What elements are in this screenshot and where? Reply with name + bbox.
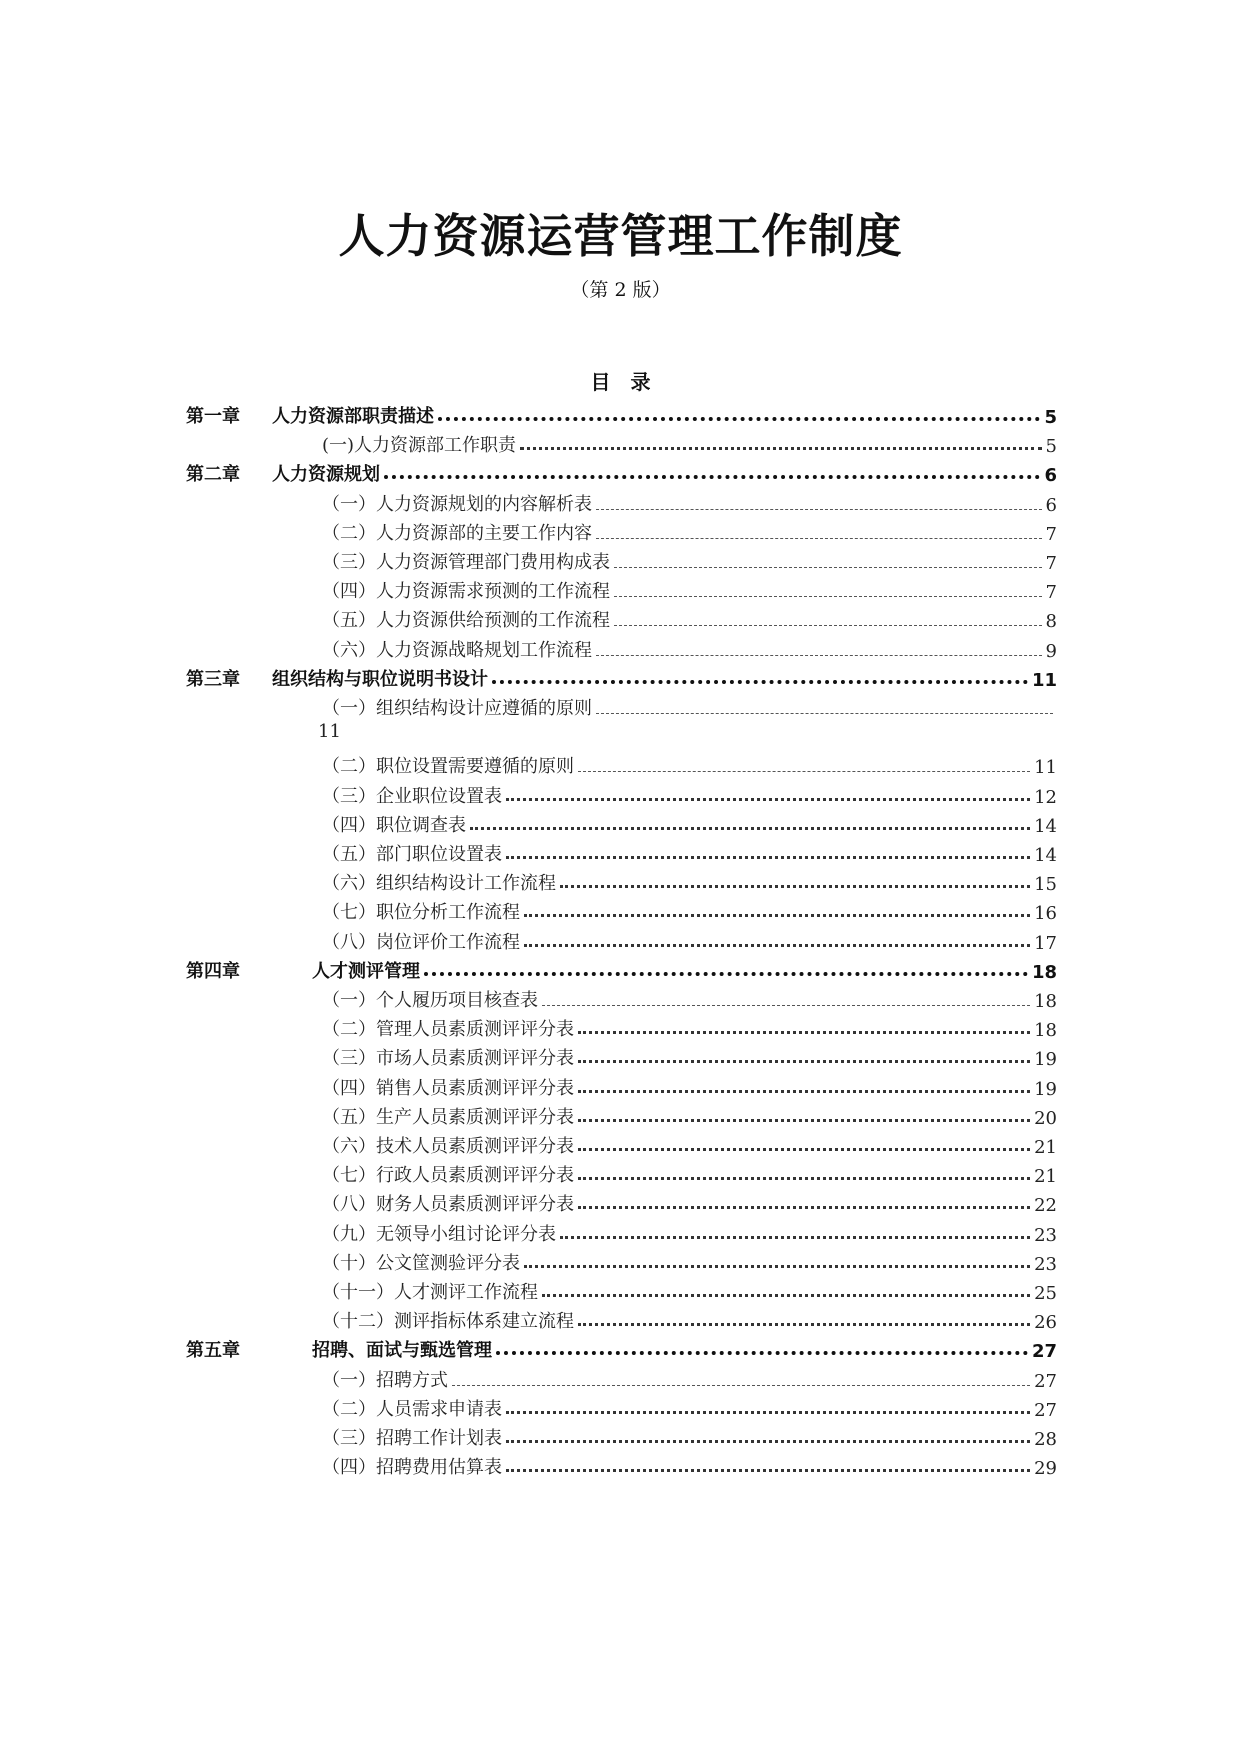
toc-section-name: 人力资源规划的内容解析表: [376, 493, 592, 515]
toc-section-title: [322, 1132, 574, 1158]
toc-section-label: （六）: [322, 639, 376, 661]
toc-section-name: 管理人员素质测评评分表: [376, 1019, 574, 1041]
toc-page-number: 23: [1034, 1253, 1057, 1275]
toc-section-entry[interactable]: [322, 776, 1057, 808]
toc-section-name: 个人履历项目核查表: [376, 990, 538, 1011]
toc-section-name: 职位分析工作流程: [376, 902, 520, 924]
toc-page-number: 11: [1031, 669, 1057, 691]
toc-section-name: 人力资源管理部门费用构成表: [376, 552, 610, 573]
toc-section-title: [322, 490, 592, 516]
dot-leader: [384, 475, 1040, 479]
toc-section-label: （四）: [322, 1457, 376, 1479]
toc-section-label: （七）: [322, 1165, 376, 1187]
dot-leader: [578, 1060, 1030, 1063]
toc-section-entry[interactable]: [322, 1214, 1057, 1246]
toc-section-entry[interactable]: [322, 688, 1057, 720]
dot-leader: [506, 1440, 1030, 1443]
toc-section-name: 人力资源需求预测的工作流程: [376, 581, 610, 603]
toc-chapter-name: 人才测评管理: [312, 960, 420, 982]
toc-page-number: 27: [1034, 1370, 1057, 1392]
toc-section-label: （一）: [322, 1369, 376, 1391]
dot-leader: [578, 1090, 1030, 1093]
dot-leader: [578, 1177, 1030, 1180]
toc-page-number: 23: [1034, 1224, 1057, 1246]
toc-section-label: （八）: [322, 931, 376, 953]
toc-section-entry[interactable]: [322, 1360, 1057, 1392]
toc-section-title: [322, 1395, 502, 1421]
toc-page-number: 14: [1034, 815, 1057, 837]
toc-section-title: [322, 577, 610, 603]
dot-leader: [542, 1294, 1030, 1297]
toc-section-name: 测评指标体系建立流程: [394, 1311, 574, 1333]
toc-section-entry[interactable]: [322, 1447, 1057, 1479]
toc-section-name: 生产人员素质测评评分表: [376, 1106, 574, 1128]
toc-section-entry[interactable]: [322, 746, 1057, 778]
dot-leader: [506, 798, 1030, 801]
toc-section-label: （十二）: [322, 1311, 394, 1333]
toc-section-entry[interactable]: [322, 1009, 1057, 1041]
dot-leader: [520, 447, 1042, 450]
toc-section-label: （二）: [322, 756, 376, 778]
toc-section-title: [322, 869, 556, 895]
toc-section-title: [322, 636, 592, 662]
toc-page-number: 5: [1044, 407, 1057, 428]
toc-section-label: （五）: [322, 610, 376, 632]
toc-section-label: (一): [322, 435, 355, 457]
dot-leader: [596, 713, 1053, 714]
toc-section-title: [322, 519, 592, 545]
toc-section-name: 人力资源部工作职责: [354, 435, 517, 457]
toc-section-entry[interactable]: [322, 1272, 1057, 1304]
dot-leader: [614, 567, 1042, 568]
toc-section-entry[interactable]: [322, 892, 1057, 924]
toc-page-number: 29: [1034, 1458, 1057, 1480]
toc-chapter-entry[interactable]: [186, 454, 1057, 486]
dot-leader: [496, 1351, 1028, 1355]
toc-section-name: 人员需求申请表: [376, 1398, 502, 1420]
toc-page-number: 14: [1034, 845, 1057, 866]
toc-chapter-entry[interactable]: [186, 951, 1057, 983]
dot-leader: [578, 1031, 1030, 1034]
toc-page-number: 11: [318, 721, 341, 743]
dot-leader: [506, 856, 1030, 859]
toc-page-number: 25: [1034, 1283, 1057, 1304]
dot-leader: [506, 1469, 1030, 1472]
toc-section-name: 人才测评工作流程: [394, 1282, 538, 1303]
toc-page-number: 21: [1034, 1166, 1057, 1188]
toc-section-name: 人力资源供给预测的工作流程: [376, 610, 610, 632]
toc-section-entry[interactable]: [322, 863, 1057, 895]
toc-chapter-label: 第四章: [186, 960, 240, 982]
toc-section-label: （十）: [322, 1252, 376, 1274]
toc-section-name: 人力资源部的主要工作内容: [376, 522, 592, 544]
toc-section-label: （三）: [322, 552, 376, 573]
toc-section-title: [322, 1249, 520, 1275]
dot-leader: [614, 625, 1042, 626]
toc-section-label: （四）: [322, 581, 376, 603]
toc-section-title: [322, 1424, 502, 1450]
dot-leader: [524, 914, 1030, 917]
toc-section-name: 市场人员素质测评评分表: [376, 1048, 574, 1070]
toc-section-title: [322, 928, 520, 954]
dot-leader: [560, 1236, 1030, 1239]
toc-section-label: （八）: [322, 1194, 376, 1216]
document-version: （第 2 版）: [570, 279, 671, 301]
toc-page-number: 18: [1031, 961, 1057, 983]
toc-chapter-label: 第二章: [186, 464, 240, 486]
toc-chapter-name: 人力资源规划: [272, 464, 380, 486]
toc-section-name: 人力资源战略规划工作流程: [376, 639, 592, 661]
toc-section-name: 招聘方式: [376, 1369, 448, 1391]
dot-leader: [596, 655, 1042, 656]
toc-section-name: 财务人员素质测评评分表: [376, 1194, 574, 1216]
dot-leader: [424, 972, 1028, 976]
toc-page-number: 15: [1034, 874, 1057, 896]
toc-section-name: 技术人员素质测评评分表: [376, 1136, 574, 1157]
toc-page-number: 28: [1034, 1429, 1057, 1450]
toc-page-number: 7: [1045, 582, 1057, 604]
toc-section-title: [322, 1161, 574, 1187]
toc-section-entry[interactable]: [322, 1389, 1057, 1421]
toc-section-entry[interactable]: [322, 1155, 1057, 1187]
toc-section-label: （一）: [322, 990, 376, 1011]
toc-section-label: （二）: [322, 1398, 376, 1420]
toc-section-name: 招聘费用估算表: [376, 1457, 502, 1479]
toc-section-label: （四）: [322, 1077, 376, 1099]
toc-section-entry[interactable]: [322, 425, 1057, 457]
dot-leader: [578, 1323, 1030, 1326]
toc-chapter-entry[interactable]: [186, 659, 1057, 691]
toc-chapter-title: [186, 1336, 492, 1362]
toc-page-number: 27: [1034, 1399, 1057, 1421]
toc-section-label: （五）: [322, 1106, 376, 1128]
dot-leader: [452, 1385, 1030, 1386]
toc-chapter-title: [186, 665, 488, 691]
toc-section-label: （三）: [322, 785, 376, 807]
toc-page-number: 5: [1045, 436, 1057, 458]
toc-section-name: 行政人员素质测评评分表: [376, 1165, 574, 1187]
toc-page-number: 12: [1034, 786, 1057, 808]
toc-chapter-entry[interactable]: [186, 396, 1057, 428]
toc-section-title: [322, 840, 502, 866]
dot-leader: [542, 1005, 1030, 1006]
toc-chapter-label: 第一章: [186, 406, 240, 427]
dot-leader: [524, 944, 1030, 947]
toc-section-label: （六）: [322, 873, 376, 895]
toc-page-number: 18: [1034, 1020, 1057, 1042]
toc-section-title: [322, 1103, 574, 1129]
toc-section-entry[interactable]: [322, 513, 1057, 545]
dot-leader: [578, 1148, 1030, 1151]
toc-page-number: 7: [1045, 523, 1057, 545]
toc-section-entry[interactable]: [322, 922, 1057, 954]
dot-leader: [560, 885, 1030, 888]
toc-section-title: [322, 898, 520, 924]
dot-leader: [578, 771, 1030, 772]
toc-section-entry[interactable]: [322, 980, 1057, 1012]
toc-chapter-name: 组织结构与职位说明书设计: [272, 668, 488, 690]
toc-section-label: （二）: [322, 1019, 376, 1041]
toc-section-name: 部门职位设置表: [376, 844, 502, 865]
toc-section-name: 企业职位设置表: [376, 785, 502, 807]
toc-section-name: 职位调查表: [376, 814, 466, 836]
toc-section-name: 组织结构设计工作流程: [376, 873, 556, 895]
toc-chapter-title: [186, 460, 380, 486]
toc-page-number: 8: [1045, 611, 1057, 633]
toc-section-entry[interactable]: [322, 1418, 1057, 1450]
toc-page-number: 20: [1034, 1107, 1057, 1129]
dot-leader: [524, 1265, 1030, 1268]
toc-page-number: 27: [1031, 1341, 1057, 1363]
toc-section-title: [322, 1044, 574, 1070]
dot-leader: [438, 417, 1040, 421]
toc-section-entry[interactable]: [322, 805, 1057, 837]
toc-chapter-entry[interactable]: [186, 1330, 1057, 1362]
toc-page-number: 26: [1034, 1312, 1057, 1334]
dot-leader: [470, 827, 1030, 830]
toc-section-entry[interactable]: [322, 542, 1057, 574]
toc-chapter-title: [186, 957, 420, 983]
toc-section-entry[interactable]: [322, 1097, 1057, 1129]
toc-section-label: （六）: [322, 1136, 376, 1157]
toc-section-entry[interactable]: [322, 1243, 1057, 1275]
toc-section-title: [322, 986, 538, 1012]
toc-section-name: 销售人员素质测评评分表: [376, 1077, 574, 1099]
toc-page-number: 21: [1034, 1137, 1057, 1158]
toc-section-label: （十一）: [322, 1282, 394, 1303]
toc-section-name: 组织结构设计应遵循的原则: [376, 698, 592, 719]
toc-page-number: 22: [1034, 1195, 1057, 1217]
toc-section-title: [322, 1074, 574, 1100]
toc-section-label: （五）: [322, 844, 376, 865]
toc-section-name: 岗位评价工作流程: [376, 931, 520, 953]
toc-chapter-label: 第三章: [186, 668, 240, 690]
toc-section-entry[interactable]: [322, 1068, 1057, 1100]
toc-section-entry[interactable]: [322, 834, 1057, 866]
toc-section-title: [322, 694, 592, 720]
toc-section-label: （七）: [322, 902, 376, 924]
toc-section-label: （二）: [322, 522, 376, 544]
dot-leader: [492, 680, 1028, 684]
toc-section-title: [322, 782, 502, 808]
toc-section-title: [322, 431, 516, 457]
toc-chapter-label: 第五章: [186, 1340, 240, 1362]
toc-section-entry[interactable]: [322, 1184, 1057, 1216]
toc-page-number: 6: [1044, 465, 1057, 487]
toc-page-number: 11: [1034, 757, 1057, 779]
toc-heading: 目 录: [590, 370, 651, 394]
toc-section-title: [322, 548, 610, 574]
toc-page-number: 19: [1034, 1049, 1057, 1071]
toc-section-entry[interactable]: [322, 1038, 1057, 1070]
toc-section-label: （四）: [322, 814, 376, 836]
toc-section-entry[interactable]: [322, 1126, 1057, 1158]
toc-section-name: 招聘工作计划表: [376, 1428, 502, 1449]
toc-section-label: （一）: [322, 493, 376, 515]
dot-leader: [578, 1119, 1030, 1122]
dot-leader: [596, 538, 1042, 539]
toc-section-title: [322, 1190, 574, 1216]
toc-page-number: 19: [1034, 1078, 1057, 1100]
toc-page-number: 9: [1045, 640, 1057, 662]
dot-leader: [506, 1411, 1030, 1414]
toc-section-title: [322, 1453, 502, 1479]
toc-section-title: [322, 606, 610, 632]
toc-section-name: 职位设置需要遵循的原则: [376, 756, 574, 778]
dot-leader: [596, 509, 1042, 510]
toc-section-title: [322, 1015, 574, 1041]
document-title: 人力资源运营管理工作制度: [338, 209, 903, 263]
toc-page-number: 18: [1034, 991, 1057, 1012]
toc-section-entry[interactable]: [322, 600, 1057, 632]
toc-section-title: [322, 752, 574, 778]
dot-leader: [578, 1206, 1030, 1209]
toc-section-title: [322, 1278, 538, 1304]
toc-section-title: [322, 1220, 556, 1246]
toc-section-name: 公文筐测验评分表: [376, 1252, 520, 1274]
dot-leader: [614, 596, 1042, 597]
toc-page-number: 7: [1045, 553, 1057, 574]
toc-page-number: 16: [1034, 903, 1057, 925]
toc-section-entry[interactable]: [322, 571, 1057, 603]
toc-section-entry[interactable]: [322, 1301, 1057, 1333]
toc-page-number: 17: [1034, 932, 1057, 954]
toc-chapter-name: 人力资源部职责描述: [272, 406, 434, 427]
toc-section-title: [322, 1366, 448, 1392]
toc-section-title: [322, 811, 466, 837]
toc-section-label: （九）: [322, 1223, 376, 1245]
toc-chapter-name: 招聘、面试与甄选管理: [312, 1340, 492, 1362]
toc-section-entry[interactable]: [322, 630, 1057, 662]
toc-chapter-title: [186, 402, 434, 428]
toc-section-name: 无领导小组讨论评分表: [376, 1223, 556, 1245]
toc-page-number: 6: [1045, 494, 1057, 516]
toc-section-label: （一）: [322, 698, 376, 719]
toc-section-title: [322, 1307, 574, 1333]
toc-section-label: （三）: [322, 1428, 376, 1449]
toc-section-entry[interactable]: [322, 484, 1057, 516]
toc-section-label: （三）: [322, 1048, 376, 1070]
